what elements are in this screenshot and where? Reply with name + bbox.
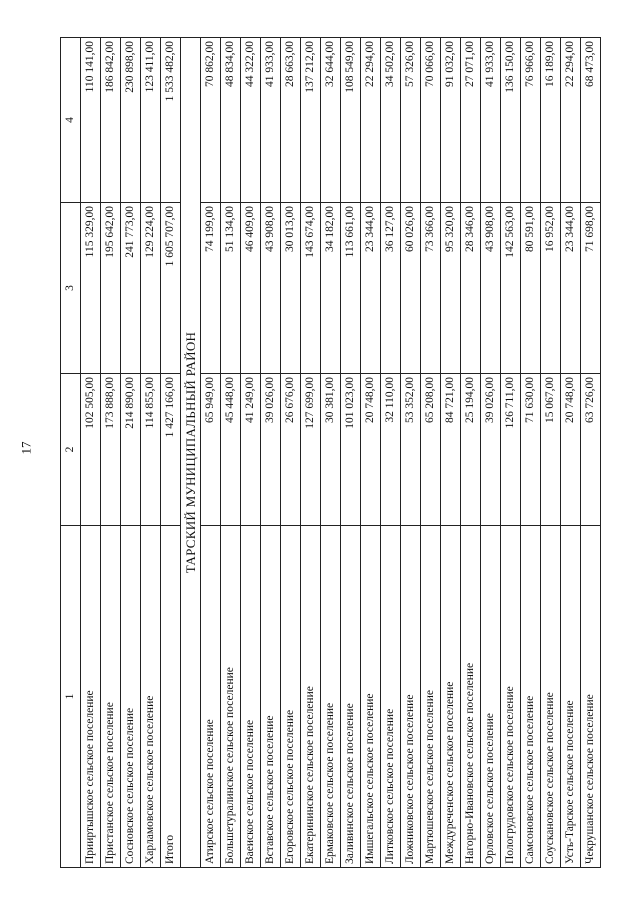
table-row (461, 38, 481, 868)
value-col-4: 34 502,00 (381, 38, 401, 203)
value-col-4: 32 644,00 (321, 38, 341, 203)
table-rotation-frame (60, 38, 596, 868)
settlement-name: Вставское сельское поселение (261, 526, 281, 868)
value-col-2: 214 890,00 (121, 374, 141, 526)
value-col-3: 34 182,00 (321, 203, 341, 374)
table-row (121, 38, 141, 868)
value-col-2: 20 748,00 (561, 374, 581, 526)
table-row (101, 38, 121, 868)
settlement-name: Нагорно-Ивановское сельское поселение (461, 526, 481, 868)
settlement-name: Ваеиское сельское поселение (241, 526, 261, 868)
settlement-name: Пристанское сельское поселение (101, 526, 121, 868)
table-row (301, 38, 321, 868)
value-col-4: 68 473,00 (581, 38, 601, 203)
value-col-3: 241 773,00 (121, 203, 141, 374)
header-col-2: 2 (61, 374, 81, 526)
value-col-3: 115 329,00 (81, 203, 101, 374)
table-row (361, 38, 381, 868)
settlement-name: Пологрудовское сельское поселение (501, 526, 521, 868)
table-row (521, 38, 541, 868)
header-col-4: 4 (61, 38, 81, 203)
value-col-3: 195 642,00 (101, 203, 121, 374)
table-row (401, 38, 421, 868)
header-row (61, 38, 81, 868)
value-col-3: 142 563,00 (501, 203, 521, 374)
settlement-name: Соускановское сельское поселение (541, 526, 561, 868)
value-col-4: 16 189,00 (541, 38, 561, 203)
table-row (81, 38, 101, 868)
value-col-4: 123 411,00 (141, 38, 161, 203)
value-col-2: 173 888,00 (101, 374, 121, 526)
settlement-name: Итого (161, 526, 181, 868)
settlement-name: Чекрушанское сельское поселение (581, 526, 601, 868)
value-col-3: 74 199,00 (201, 203, 221, 374)
table-row (321, 38, 341, 868)
header-col-3: 3 (61, 203, 81, 374)
value-col-2: 65 949,00 (201, 374, 221, 526)
settlement-name: Ермаковское сельское поселение (321, 526, 341, 868)
settlement-name: Литковское сельское поселение (381, 526, 401, 868)
rotated-table-sheet (60, 38, 596, 868)
table-row (581, 38, 601, 868)
value-col-2: 126 711,00 (501, 374, 521, 526)
table-row (481, 38, 501, 868)
value-col-2: 25 194,00 (461, 374, 481, 526)
value-col-4: 110 141,00 (81, 38, 101, 203)
settlement-name: Егоровское сельское поселение (281, 526, 301, 868)
settlement-name: Екатерининское сельское поселение (301, 526, 321, 868)
value-col-3: 23 344,00 (361, 203, 381, 374)
value-col-2: 39 026,00 (481, 374, 501, 526)
settlement-name: Мартюшевское сельское поселение (421, 526, 441, 868)
value-col-3: 16 952,00 (541, 203, 561, 374)
table-row (421, 38, 441, 868)
value-col-4: 230 898,00 (121, 38, 141, 203)
value-col-4: 137 212,00 (301, 38, 321, 203)
value-col-3: 46 409,00 (241, 203, 261, 374)
value-col-4: 76 966,00 (521, 38, 541, 203)
value-col-4: 1 533 482,00 (161, 38, 181, 203)
value-col-3: 51 134,00 (221, 203, 241, 374)
value-col-2: 127 699,00 (301, 374, 321, 526)
value-col-4: 57 326,00 (401, 38, 421, 203)
value-col-3: 143 674,00 (301, 203, 321, 374)
header-col-1: 1 (61, 526, 81, 868)
table-row (241, 38, 261, 868)
value-col-2: 26 676,00 (281, 374, 301, 526)
value-col-4: 70 862,00 (201, 38, 221, 203)
table-row (561, 38, 581, 868)
table-row (221, 38, 241, 868)
settlement-name: Самсоновское сельское поселение (521, 526, 541, 868)
settlement-name: Имшегальское сельское поселение (361, 526, 381, 868)
value-col-2: 15 067,00 (541, 374, 561, 526)
value-col-4: 108 549,00 (341, 38, 361, 203)
table-row (501, 38, 521, 868)
settlement-name: Большетуралинское сельское поселение (221, 526, 241, 868)
page-number: 17 (18, 441, 34, 455)
table-row (261, 38, 281, 868)
value-col-2: 114 855,00 (141, 374, 161, 526)
value-col-4: 48 834,00 (221, 38, 241, 203)
value-col-4: 22 294,00 (361, 38, 381, 203)
table-row (201, 38, 221, 868)
settlement-name: Орловское сельское поселение (481, 526, 501, 868)
value-col-4: 22 294,00 (561, 38, 581, 203)
settlement-name: Ложниковское сельское поселение (401, 526, 421, 868)
settlement-name: Харламовское сельское поселение (141, 526, 161, 868)
value-col-4: 136 150,00 (501, 38, 521, 203)
table-row (381, 38, 401, 868)
value-col-2: 84 721,00 (441, 374, 461, 526)
value-col-4: 27 071,00 (461, 38, 481, 203)
value-col-3: 73 366,00 (421, 203, 441, 374)
value-col-2: 30 381,00 (321, 374, 341, 526)
value-col-4: 41 933,00 (261, 38, 281, 203)
value-col-3: 1 605 707,00 (161, 203, 181, 374)
value-col-2: 53 352,00 (401, 374, 421, 526)
value-col-4: 44 322,00 (241, 38, 261, 203)
value-col-3: 36 127,00 (381, 203, 401, 374)
value-col-2: 101 023,00 (341, 374, 361, 526)
value-col-3: 30 013,00 (281, 203, 301, 374)
value-col-2: 71 630,00 (521, 374, 541, 526)
value-col-3: 43 908,00 (481, 203, 501, 374)
value-col-4: 28 663,00 (281, 38, 301, 203)
value-col-2: 45 448,00 (221, 374, 241, 526)
value-col-2: 32 110,00 (381, 374, 401, 526)
settlement-name: Заливинское сельское поселение (341, 526, 361, 868)
settlement-name: Прииртышское сельское поселение (81, 526, 101, 868)
value-col-2: 41 249,00 (241, 374, 261, 526)
value-col-3: 60 026,00 (401, 203, 421, 374)
value-col-2: 39 026,00 (261, 374, 281, 526)
value-col-4: 70 066,00 (421, 38, 441, 203)
value-col-3: 113 661,00 (341, 203, 361, 374)
value-col-4: 41 933,00 (481, 38, 501, 203)
value-col-3: 28 346,00 (461, 203, 481, 374)
value-col-3: 43 908,00 (261, 203, 281, 374)
table-row (341, 38, 361, 868)
value-col-3: 23 344,00 (561, 203, 581, 374)
section-title: ТАРСКИЙ МУНИЦИПАЛЬНЫЙ РАЙОН (181, 38, 201, 868)
section-row (181, 38, 201, 868)
value-col-3: 80 591,00 (521, 203, 541, 374)
value-col-2: 102 505,00 (81, 374, 101, 526)
settlement-name: Усть-Тарское сельское поселение (561, 526, 581, 868)
settlement-name: Атирское сельское поселение (201, 526, 221, 868)
value-col-4: 186 842,00 (101, 38, 121, 203)
value-col-3: 95 320,00 (441, 203, 461, 374)
value-col-2: 63 726,00 (581, 374, 601, 526)
value-col-3: 129 224,00 (141, 203, 161, 374)
value-col-2: 1 427 166,00 (161, 374, 181, 526)
table-row (141, 38, 161, 868)
table-row (541, 38, 561, 868)
value-col-4: 91 032,00 (441, 38, 461, 203)
settlement-name: Сосновское сельское поселение (121, 526, 141, 868)
budget-table (60, 37, 601, 868)
table-row (281, 38, 301, 868)
value-col-2: 20 748,00 (361, 374, 381, 526)
value-col-3: 71 698,00 (581, 203, 601, 374)
value-col-2: 65 208,00 (421, 374, 441, 526)
table-row (441, 38, 461, 868)
settlement-name: Междуреченское сельское поселение (441, 526, 461, 868)
table-row (161, 38, 181, 868)
